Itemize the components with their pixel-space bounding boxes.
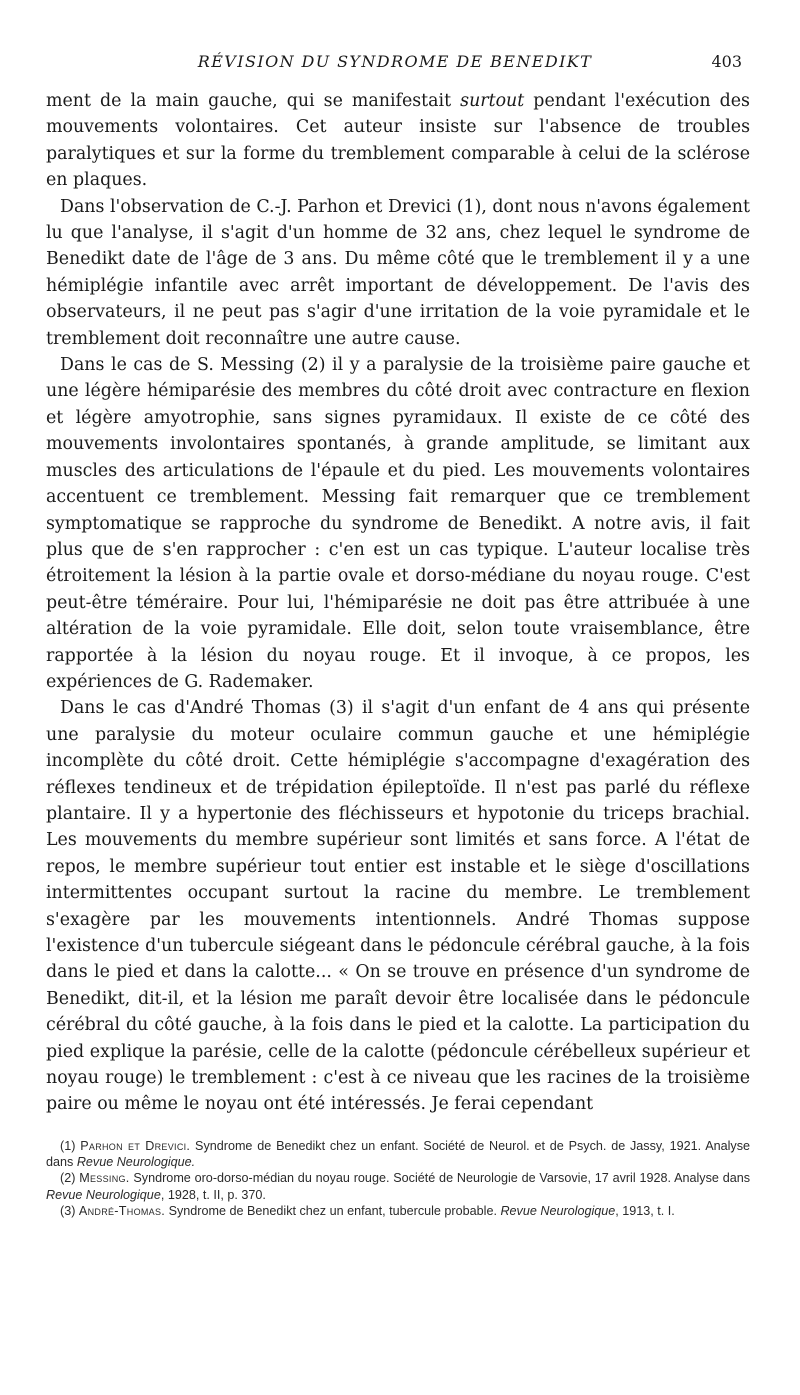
footnote-3-tail: , 1913, t. I. — [615, 1203, 675, 1218]
footnote-2-author: Messing. — [79, 1171, 130, 1186]
paragraph-4: Dans le cas d'André Thomas (3) il s'agit d'un enfant de 4 ans qui présente une paralysie du moteur oculaire commun gauche et une hémiplégie incomplète du côté droit. Cette hémiplégie s'accompagne d'exagération des réflexes tendineux et de trépidation épileptoïde. Il n'est pas parlé du réflexe plantaire. Il y a hypertonie des fléchisseurs et hypotonie du triceps brachial. Les mouvements du membre supérieur sont limités et sans force. A l'état de repos, le membre supérieur tout entier est instable et le siège d'oscillations intermittentes occupant surtout la racine du membre. Le tremblement s'exagère par les mouvements intentionnels. André Thomas suppose l'existence d'un tubercule siégeant dans le pédoncule cérébral gauche, à la fois dans le pied et dans la calotte... « On se trouve en présence d'un syndrome de Benedikt, dit-il, et la lésion me paraît devoir être localisée dans le pédoncule cérébral du côté gauche, à la fois dans le pied et la calotte. La participation du pied explique la parésie, celle de la calotte (pédoncule cérébelleux supérieur et noyau rouge) le tremblement : c'est à ce niveau que les racines de la troisième paire ou même le noyau ont été intéressés. Je ferai cependant — [46, 698, 750, 1115]
page-header — [40, 52, 750, 82]
page-number: 403 — [711, 52, 742, 71]
body-text — [46, 88, 750, 1118]
footnote-2-number: (2) — [60, 1171, 80, 1186]
paragraph-1-end: pendant l'exécution des mouvements volontaires. Cet auteur insiste sur l'absence de troubles paralytiques et sur la forme du tremblement comparable à celui de la sclérose en plaques. — [46, 91, 750, 191]
footnote-1 — [46, 1138, 750, 1170]
footnote-1-journal: Revue Neurologique. — [76, 1155, 196, 1170]
paragraph-3: Dans le cas de S. Messing (2) il y a paralysie de la troisième paire gauche et une légère hémiparésie des membres du côté droit avec contracture en flexion et légère amyotrophie, sans signes pyramidaux. Il existe de ce côté des mouvements involontaires spontanés, à grande amplitude, se limitant aux muscles des articulations de l'épaule et du pied. Les mouvements volontaires accentuent ce tremblement. Messing fait remarquer que ce tremblement symptomatique se rapproche du syndrome de Benedikt. A notre avis, il fait plus que de s'en rapprocher : c'en est un cas typique. L'auteur localise très étroitement la lésion à la partie ovale et dorso-médiane du noyau rouge. C'est peut-être téméraire. Pour lui, l'hémiparésie ne doit pas être attribuée à une altération de la voie pyramidale. Elle doit, selon toute vraisemblance, être rapportée à la lésion du noyau rouge. Et il invoque, à ce propos, les expériences de G. Rademaker. — [46, 355, 750, 692]
footnote-3-author: André-Thomas. — [78, 1203, 166, 1218]
paragraph-1-start: ment de la main gauche, qui se manifestait — [46, 91, 461, 111]
paragraph-1-emphasis: surtout — [460, 91, 525, 111]
footnote-3-text: Syndrome de Benedikt chez un enfant, tubercule probable. — [165, 1203, 501, 1218]
footnote-2-text: Syndrome oro-dorso-médian du noyau rouge. Société de Neurologie de Varsovie, 17 avril 1928. Analyse dans — [129, 1171, 750, 1186]
footnotes — [46, 1138, 750, 1219]
footnote-3-journal: Revue Neurologique — [500, 1203, 616, 1218]
footnote-3 — [46, 1203, 750, 1219]
paragraph-1 — [46, 88, 750, 194]
footnote-3-number: (3) — [60, 1203, 79, 1218]
running-title: RÉVISION DU SYNDROME DE BENEDIKT — [197, 52, 593, 71]
footnote-1-author: Parhon et Drevici. — [80, 1139, 191, 1153]
footnote-2-journal: Revue Neurologique — [46, 1187, 161, 1202]
footnote-1-number: (1) — [60, 1139, 81, 1153]
footnote-1-text: Syndrome de Benedikt chez un enfant. Société de Neurol. et de Psych. de Jassy, 1921. Analyse dans — [46, 1139, 751, 1170]
footnote-2 — [46, 1170, 750, 1202]
paragraph-2: Dans l'observation de C.-J. Parhon et Drevici (1), dont nous n'avons également lu que l'analyse, il s'agit d'un homme de 32 ans, chez lequel le syndrome de Benedikt date de l'âge de 3 ans. Du même côté que le tremblement il y a une hémiplégie infantile avec arrêt important de développement. De l'avis des observateurs, il ne peut pas s'agir d'une irritation de la voie pyramidale et le tremblement doit reconnaître une autre cause. — [46, 196, 750, 349]
footnote-2-tail: , 1928, t. II, p. 370. — [160, 1187, 266, 1202]
